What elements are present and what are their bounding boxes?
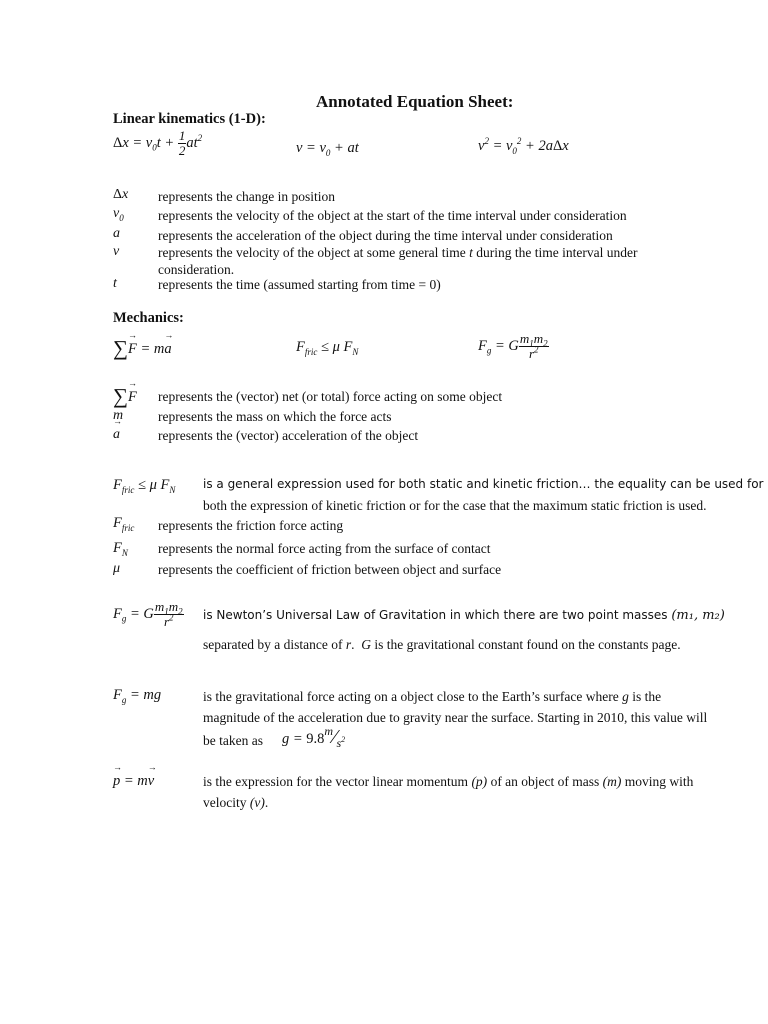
legend-net-force: represents the (vector) net (or total) force acting on some object: [158, 389, 503, 404]
symbol-a-vector: → a: [113, 427, 120, 443]
weight-description-line2: magnitude of the acceleration due to gravity near the surface. Starting in 2010, this value will: [203, 710, 708, 725]
page-title: Annotated Equation Sheet:: [316, 92, 514, 111]
equation-friction-repeat: $F_{fric} \le \mu$ $F_N$: [113, 477, 176, 495]
section-heading-mechanics: Mechanics:: [113, 310, 184, 326]
legend-acceleration: represents the (vector) acceleration of the object: [158, 428, 419, 443]
equation-friction: $F_{fric} \le \mu$ $F_N$: [296, 339, 359, 357]
momentum-description-line2: velocity (v).: [203, 795, 269, 810]
gravitation-description-line2: separated by a distance of r. G is the gravitational constant found on the constants page.: [203, 637, 681, 652]
legend-delta-x: represents the change in position: [158, 189, 335, 204]
momentum-description-line1: is the expression for the vector linear momentum (p) of an object of mass (m) moving with: [203, 774, 694, 789]
legend-mass: represents the mass on which the force acts: [158, 409, 392, 424]
symbol-t: t: [113, 276, 117, 291]
section-heading-kinematics: Linear kinematics (1-D):: [113, 111, 266, 127]
friction-description-line2: both the expression of kinetic friction or for the case that the maximum static friction is used.: [203, 498, 707, 513]
equation-momentum: → p = m→ v: [113, 773, 154, 790]
legend-f-n: represents the normal force acting from the surface of contact: [158, 541, 491, 556]
symbol-delta-x: Δx: [113, 187, 129, 202]
equation-g-value: $g = 9.8^m⁄_{s^2}$: [282, 724, 346, 750]
friction-description-line1: is a general expression used for both static and kinetic friction… the equality can be used for: [203, 477, 764, 491]
equation-velocity: $v = v_0$ + at: [296, 140, 359, 158]
gravitation-description-line1: is Newton’s Universal Law of Gravitation in which there are two point masses (m₁, m₂): [203, 608, 725, 623]
symbol-v0: $v_0$: [113, 206, 124, 223]
legend-mu: represents the coefficient of friction between object and surface: [158, 562, 502, 577]
symbol-v: v: [113, 244, 120, 259]
symbol-f-fric: $F_{fric}$: [113, 515, 135, 533]
symbol-net-force: ∑→ F: [113, 384, 137, 409]
equation-displacement: $\Delta x = v_0t$ + $\frac{1}{2}$ $at^2$: [113, 128, 203, 158]
legend-t: represents the time (assumed starting from time = 0): [158, 277, 441, 292]
equation-gravitation: $F_g = G$ $\frac{m_1m_2}{r^2}$: [478, 331, 548, 361]
weight-description-line1: is the gravitational force acting on a object close to the Earth’s surface where g is the: [203, 689, 662, 704]
symbol-m: m: [113, 408, 124, 423]
symbol-a: a: [113, 226, 120, 241]
equation-weight: $F_g$ = mg: [113, 687, 162, 705]
symbol-f-n: $F_N$: [113, 540, 128, 558]
weight-description-line3: be taken as: [203, 733, 263, 748]
legend-f-fric: represents the friction force acting: [158, 518, 344, 533]
equation-gravitation-repeat: $F_g = G$ $\frac{m_1m_2}{r^2}$: [113, 599, 183, 629]
symbol-mu: μ: [113, 561, 121, 576]
equation-velocity-squared: $v^2 = v_0^2 + 2a\Delta x$: [478, 136, 569, 156]
legend-a: represents the acceleration of the object during the time interval under consideration: [158, 228, 613, 243]
legend-v0: represents the velocity of the object at the start of the time interval under consideration: [158, 208, 627, 223]
legend-v: represents the velocity of the object at some general time t during the time interval under consideration.: [158, 245, 638, 277]
equation-newton-second-law: ∑→ F = m→ a: [113, 336, 172, 361]
